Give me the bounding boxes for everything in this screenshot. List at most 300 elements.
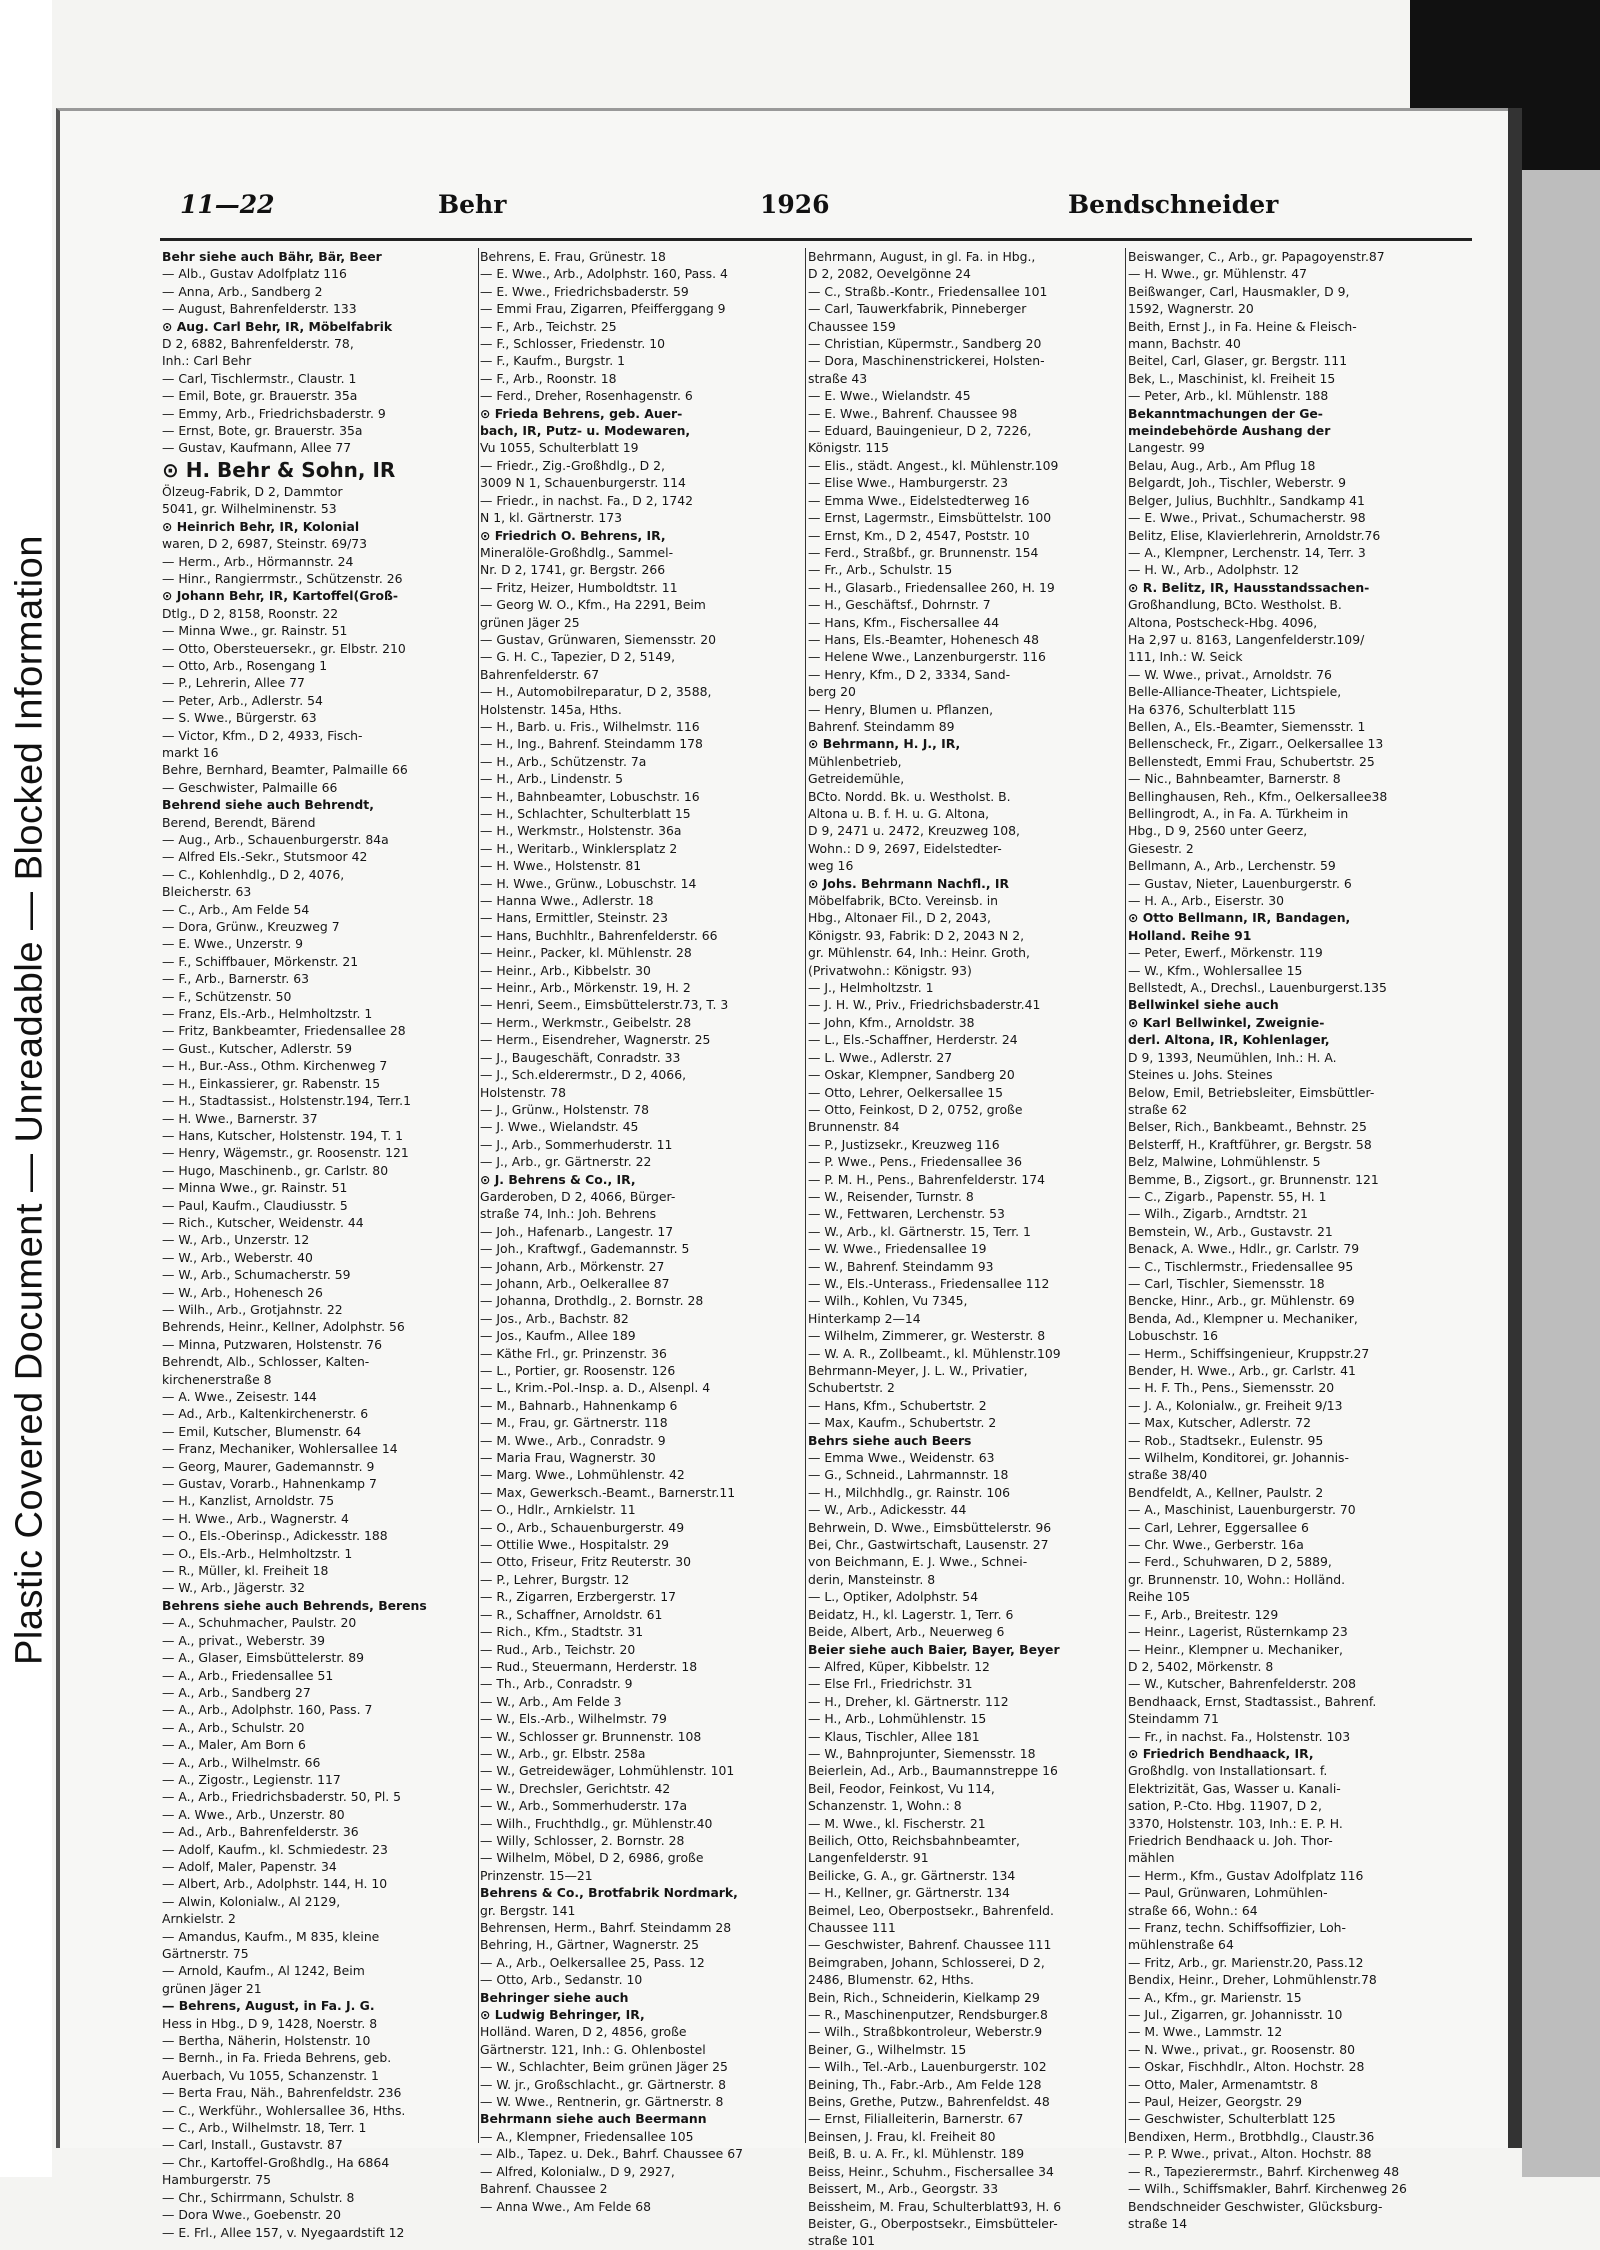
directory-entry: Behring, H., Gärtner, Wagnerstr. 25 [480, 1937, 700, 1953]
directory-entry: — Paul, Heizer, Georgstr. 29 [1128, 2094, 1302, 2110]
directory-entry: — Victor, Kfm., D 2, 4933, Fisch- [162, 727, 363, 743]
directory-entry: — Wilh., Kohlen, Vu 7345, [808, 1293, 968, 1309]
directory-entry: Bemme, B., Zigsort., gr. Brunnenstr. 121 [1128, 1171, 1379, 1187]
directory-entry: — G. H. C., Tapezier, D 2, 5149, [480, 649, 676, 665]
directory-entry: Beiss, Heinr., Schuhm., Fischersallee 34 [808, 2163, 1054, 2179]
directory-entry: Beil, Feodor, Feinkost, Vu 114, [808, 1780, 995, 1796]
directory-entry: Belser, Rich., Bankbeamt., Behnstr. 25 [1128, 1119, 1367, 1135]
directory-entry: — Hans, Kutscher, Holstenstr. 194, T. 1 [162, 1127, 404, 1143]
header-rule [160, 238, 1472, 241]
directory-entry: straße 38/40 [1128, 1467, 1208, 1483]
directory-entry: 111, Inh.: W. Seick [1128, 649, 1243, 665]
directory-entry: — Hans, Kfm., Fischersallee 44 [808, 614, 1000, 630]
directory-entry: — Otto, Obersteuersekr., gr. Elbstr. 210 [162, 640, 406, 656]
directory-entry: — J., Grünw., Holstenstr. 78 [480, 1101, 650, 1117]
directory-entry: Bahrenfelderstr. 67 [480, 666, 600, 682]
directory-entry: — C., Tischlermstr., Friedensallee 95 [1128, 1258, 1354, 1274]
directory-entry: Behrens siehe auch Behrends, Berens [162, 1597, 427, 1613]
directory-entry: — Gust., Kutscher, Adlerstr. 59 [162, 1040, 353, 1056]
directory-entry: Schubertstr. 2 [808, 1380, 895, 1396]
directory-entry: Beith, Ernst J., in Fa. Heine & Fleisch- [1128, 318, 1357, 334]
directory-entry: — Elise Wwe., Hamburgerstr. 23 [808, 475, 1008, 491]
directory-entry: — Herm., Werkmstr., Geibelstr. 28 [480, 1014, 692, 1030]
directory-entry: — Ad., Arb., Kaltenkirchenerstr. 6 [162, 1406, 369, 1422]
directory-entry: Holstenstr. 78 [480, 1084, 567, 1100]
directory-entry: — O., Hdlr., Arnkielstr. 11 [480, 1502, 636, 1518]
directory-entry: — W., Els.-Arb., Wilhelmstr. 79 [480, 1711, 667, 1727]
directory-entry: — Eduard, Bauingenieur, D 2, 7226, [808, 423, 1032, 439]
directory-entry: — A., Arb., Oelkersallee 25, Pass. 12 [480, 1954, 705, 1970]
directory-entry: — H. Wwe., Grünw., Lobuschstr. 14 [480, 875, 697, 891]
directory-entry: — Geschwister, Bahrenf. Chaussee 111 [808, 1937, 1052, 1953]
directory-entry: — Carl, Tauwerkfabrik, Pinneberger [808, 301, 1027, 317]
header-right-keyword: Bendschneider [1068, 190, 1279, 219]
directory-entry: Bei, Chr., Gastwirtschaft, Lausenstr. 27 [808, 1537, 1049, 1553]
directory-entry: ⊙ J. Behrens & Co., IR, [480, 1171, 636, 1187]
directory-entry: — Aug., Arb., Schauenburgerstr. 84a [162, 832, 389, 847]
directory-entry: — Georg, Maurer, Gademannstr. 9 [162, 1458, 375, 1474]
directory-entry: — Johann, Arb., Oelkerallee 87 [480, 1275, 670, 1291]
directory-entry: — Henri, Seem., Eimsbüttelerstr.73, T. 3 [480, 997, 729, 1013]
page-header [120, 190, 1500, 230]
directory-entry: — W., Schlosser gr. Brunnenstr. 108 [480, 1728, 702, 1744]
directory-entry: Hinterkamp 2—14 [808, 1310, 921, 1326]
directory-entry: — Carl, Tischlermstr., Claustr. 1 [162, 370, 357, 386]
directory-entry: Hess in Hbg., D 9, 1428, Noerstr. 8 [162, 2015, 378, 2031]
directory-entry: — Herm., Kfm., Gustav Adolfplatz 116 [1128, 1867, 1364, 1883]
directory-entry: — Emma Wwe., Eidelstedterweg 16 [808, 492, 1030, 508]
directory-entry: ⊙ Johann Behr, IR, Kartoffel(Groß- [162, 588, 399, 604]
directory-entry: — Adolf, Maler, Papenstr. 34 [162, 1858, 337, 1874]
directory-entry: — Otto, Arb., Rosengang 1 [162, 657, 328, 673]
directory-entry: Ha 6376, Schulterblatt 115 [1128, 701, 1296, 717]
scan-right-margin [1522, 0, 1600, 2177]
directory-entry: — M. Wwe., kl. Fischerstr. 21 [808, 1815, 986, 1831]
directory-entry: — L., Optiker, Adolphstr. 54 [808, 1589, 979, 1605]
directory-entry: Friedrich Bendhaack u. Joh. Thor- [1128, 1832, 1333, 1848]
directory-entry: — Anna, Arb., Sandberg 2 [162, 283, 323, 299]
directory-entry: N 1, kl. Gärtnerstr. 173 [480, 510, 622, 526]
directory-entry: Behrensen, Herm., Bahrf. Steindamm 28 [480, 1920, 732, 1935]
directory-entry: Beierlein, Ad., Arb., Baumannstreppe 16 [808, 1763, 1058, 1779]
directory-entry: — Heinr., Klempner u. Mechaniker, [1128, 1641, 1343, 1657]
directory-entry: — Rob., Stadtsekr., Eulenstr. 95 [1128, 1432, 1324, 1448]
directory-entry: Bellen, A., Els.-Beamter, Siemensstr. 1 [1128, 718, 1366, 734]
directory-entry: ⊙ Karl Bellwinkel, Zweignie- [1128, 1014, 1325, 1030]
directory-entry: — Hans, Buchhltr., Bahrenfelderstr. 66 [480, 927, 718, 943]
directory-entry: D 2, 6882, Bahrenfelderstr. 78, [162, 336, 354, 352]
directory-entry: meindebehörde Aushang der [1128, 423, 1331, 439]
directory-entry: — Marg. Wwe., Lohmühlenstr. 42 [480, 1467, 685, 1483]
directory-entry: — W., Fettwaren, Lerchenstr. 53 [808, 1206, 1005, 1222]
directory-entry: — Else Frl., Friedrichstr. 31 [808, 1676, 973, 1692]
directory-entry: — H., Dreher, kl. Gärtnerstr. 112 [808, 1693, 1009, 1709]
directory-entry: Wohn.: D 9, 2697, Eidelstedter- [808, 840, 1002, 856]
directory-entry: — A. Wwe., Arb., Unzerstr. 80 [162, 1806, 345, 1822]
directory-entry: 5041, gr. Wilhelminenstr. 53 [162, 501, 337, 517]
directory-entry: Behre, Bernhard, Beamter, Palmaille 66 [162, 762, 408, 778]
directory-entry: — W. Wwe., Friedensallee 19 [808, 1241, 987, 1257]
directory-entry: — Oskar, Klempner, Sandberg 20 [808, 1067, 1015, 1083]
directory-entry: Beier siehe auch Baier, Bayer, Beyer [808, 1641, 1060, 1657]
directory-entry: — H., Kanzlist, Arnoldstr. 75 [162, 1493, 335, 1509]
directory-entry: Vu 1055, Schulterblatt 19 [480, 440, 639, 456]
directory-entry: — E. Wwe., Unzerstr. 9 [162, 936, 304, 952]
directory-entry: Nr. D 2, 1741, gr. Bergstr. 266 [480, 562, 666, 578]
directory-entry: — Jos., Arb., Bachstr. 82 [480, 1310, 629, 1326]
directory-entry: Bendfeldt, A., Kellner, Paulstr. 2 [1128, 1484, 1324, 1500]
directory-entry: — Gustav, Kaufmann, Allee 77 [162, 440, 352, 456]
directory-entry: Beissert, M., Arb., Georgstr. 33 [808, 2181, 999, 2197]
directory-entry: — Max, Kutscher, Adlerstr. 72 [1128, 1415, 1311, 1431]
directory-entry: — Amandus, Kaufm., M 835, kleine [162, 1928, 380, 1944]
directory-entry: — Alfred, Kolonialw., D 9, 2927, [480, 2163, 675, 2179]
directory-entry: Chaussee 111 [808, 1920, 896, 1935]
directory-entry: — W., Bahrenf. Steindamm 93 [808, 1258, 994, 1274]
directory-entry: gr. Mühlenstr. 64, Inh.: Heinr. Groth, [808, 945, 1030, 961]
directory-entry: D 9, 2471 u. 2472, Kreuzweg 108, [808, 823, 1020, 839]
directory-entry: — Hans, Kfm., Schubertstr. 2 [808, 1397, 987, 1413]
directory-entry: — H., Schlachter, Schulterblatt 15 [480, 806, 691, 821]
directory-entry: — Th., Arb., Conradstr. 9 [480, 1676, 633, 1692]
directory-entry: — Friedr., in nachst. Fa., D 2, 1742 [480, 492, 694, 508]
directory-entry: — Paul, Grünwaren, Lohmühlen- [1128, 1885, 1328, 1901]
directory-entry: — Ferd., Schuhwaren, D 2, 5889, [1128, 1554, 1332, 1570]
directory-entry: — Emmi Frau, Zigarren, Pfeifferggang 9 [480, 301, 726, 317]
directory-entry: Bendixen, Herm., Brotbhdlg., Claustr.36 [1128, 2128, 1375, 2144]
directory-entry: 3370, Holstenstr. 103, Inh.: E. P. H. [1128, 1815, 1343, 1831]
directory-column-3 [808, 248, 1134, 2249]
directory-entry: — Henry, Blumen u. Pflanzen, [808, 701, 994, 717]
directory-entry: — P. Wwe., Pens., Friedensallee 36 [808, 1154, 1022, 1170]
directory-entry: — Albert, Arb., Adolphstr. 144, H. 10 [162, 1876, 388, 1892]
directory-entry: Dtlg., D 2, 8158, Roonstr. 22 [162, 605, 339, 621]
directory-entry: — C., Arb., Am Felde 54 [162, 901, 310, 917]
directory-entry: Beide, Albert, Arb., Neuerweg 6 [808, 1624, 1005, 1640]
directory-entry: — Heinr., Arb., Kibbelstr. 30 [480, 962, 651, 978]
directory-entry: Schanzenstr. 1, Wohn.: 8 [808, 1798, 962, 1814]
directory-entry: — A. Wwe., Zeisestr. 144 [162, 1389, 317, 1404]
directory-entry: 2486, Blumenstr. 62, Hths. [808, 1972, 974, 1988]
directory-entry: Getreidemühle, [808, 771, 905, 787]
directory-entry: — J., Arb., Sommerhuderstr. 11 [480, 1136, 673, 1152]
directory-entry: Großhdlg. von Installationsart. f. [1128, 1763, 1328, 1779]
directory-entry: Möbelfabrik, BCto. Vereinsb. in [808, 893, 999, 909]
directory-entry: derin, Mansteinstr. 8 [808, 1571, 936, 1587]
directory-entry: — Fritz, Bankbeamter, Friedensallee 28 [162, 1023, 406, 1039]
directory-entry: — Jul., Zigarren, gr. Johannisstr. 10 [1128, 2007, 1343, 2023]
directory-entry: ⊙ Heinrich Behr, IR, Kolonial [162, 518, 360, 534]
directory-entry: Behrwein, D. Wwe., Eimsbüttelerstr. 96 [808, 1519, 1052, 1535]
directory-entry: Bendhaack, Ernst, Stadtassist., Bahrenf. [1128, 1693, 1377, 1709]
directory-entry: — W., Schlachter, Beim grünen Jäger 25 [480, 2059, 728, 2075]
directory-column-1 [162, 248, 488, 2240]
directory-entry: — W., Els.-Unterass., Friedensallee 112 [808, 1275, 1050, 1291]
directory-entry: Beilicke, G. A., gr. Gärtnerstr. 134 [808, 1867, 1016, 1883]
directory-entry: mann, Bachstr. 40 [1128, 336, 1241, 352]
directory-entry: — Rud., Steuermann, Herderstr. 18 [480, 1658, 698, 1674]
directory-entry: — Ad., Arb., Bahrenfelderstr. 36 [162, 1824, 359, 1840]
directory-entry: — Max, Kaufm., Schubertstr. 2 [808, 1415, 997, 1431]
header-left-keyword: Behr [438, 190, 507, 219]
directory-entry: — Käthe Frl., gr. Prinzenstr. 36 [480, 1345, 667, 1361]
directory-entry: Hbg., Altonaer Fil., D 2, 2043, [808, 910, 991, 926]
directory-entry: ⊙ Behrmann, H. J., IR, [808, 736, 961, 752]
directory-entry: Behrmann-Meyer, J. L. W., Privatier, [808, 1363, 1028, 1378]
directory-entry: Bellwinkel siehe auch [1128, 997, 1279, 1013]
directory-entry: — Christian, Küpermstr., Sandberg 20 [808, 336, 1042, 352]
directory-entry: — W., Arb., Weberstr. 40 [162, 1249, 313, 1265]
directory-entry: Gärtnerstr. 121, Inh.: G. Ohlenbostel [480, 2041, 706, 2057]
directory-entry: — Herm., Arb., Hörmannstr. 24 [162, 553, 354, 569]
directory-entry: Behrens & Co., Brotfabrik Nordmark, [480, 1885, 738, 1901]
directory-entry: — R., Schaffner, Arnoldstr. 61 [480, 1606, 663, 1622]
directory-entry: Holland. Reihe 91 [1128, 927, 1252, 943]
directory-entry: — F., Schlosser, Friedenstr. 10 [480, 336, 665, 352]
directory-entry: straße 101 [808, 2233, 876, 2249]
directory-entry: — Helene Wwe., Lanzenburgerstr. 116 [808, 649, 1046, 665]
directory-entry: Bellinghausen, Reh., Kfm., Oelkersallee38 [1128, 788, 1388, 804]
directory-entry: Bencke, Hinr., Arb., gr. Mühlenstr. 69 [1128, 1293, 1355, 1309]
directory-entry: — H. Wwe., gr. Mühlenstr. 47 [1128, 266, 1308, 282]
directory-entry: — E. Wwe., Arb., Adolphstr. 160, Pass. 4 [480, 266, 728, 282]
directory-entry: — Wilh., Zigarb., Arndtstr. 21 [1128, 1206, 1308, 1222]
directory-entry: Beitel, Carl, Glaser, gr. Bergstr. 111 [1128, 353, 1348, 369]
directory-entry: — Herm., Eisendreher, Wagnerstr. 25 [480, 1032, 711, 1048]
directory-entry: — Otto, Arb., Sedanstr. 10 [480, 1972, 643, 1988]
directory-entry: — H. W., Arb., Adolphstr. 12 [1128, 562, 1299, 578]
directory-entry: — Max, Gewerksch.-Beamt., Barnerstr.11 [480, 1484, 736, 1500]
directory-entry: Chaussee 159 [808, 318, 896, 334]
directory-entry: Mineralöle-Großhdlg., Sammel- [480, 544, 674, 560]
directory-entry: — Klaus, Tischler, Allee 181 [808, 1728, 980, 1744]
directory-entry: — Chr., Schirrmann, Schulstr. 8 [162, 2189, 355, 2205]
directory-entry: — Emil, Bote, gr. Brauerstr. 35a [162, 388, 358, 404]
directory-entry: — H., Glasarb., Friedensallee 260, H. 19 [808, 579, 1055, 595]
directory-entry: sation, P.-Cto. Hbg. 11907, D 2, [1128, 1798, 1322, 1814]
directory-entry: — Minna, Putzwaren, Holstenstr. 76 [162, 1336, 383, 1352]
directory-entry: — H., Arb., Lohmühlenstr. 15 [808, 1711, 987, 1727]
directory-entry: — R., Zigarren, Erzbergerstr. 17 [480, 1589, 677, 1605]
directory-entry: — M. Wwe., Lammstr. 12 [1128, 2024, 1283, 2040]
directory-entry: — H., Arb., Lindenstr. 5 [480, 771, 624, 787]
directory-entry: mühlenstraße 64 [1128, 1937, 1234, 1953]
directory-entry: — O., Arb., Schauenburgerstr. 49 [480, 1519, 685, 1535]
directory-entry: Altona, Postscheck-Hbg. 4096, [1128, 614, 1318, 630]
directory-entry: — M., Frau, gr. Gärtnerstr. 118 [480, 1415, 668, 1431]
directory-entry: — Minna Wwe., gr. Rainstr. 51 [162, 623, 348, 639]
directory-entry: Behrmann siehe auch Beermann [480, 2111, 707, 2127]
directory-entry: — L., Els.-Schaffner, Herderstr. 24 [808, 1032, 1018, 1048]
directory-entry: gr. Brunnenstr. 10, Wohn.: Holländ. [1128, 1571, 1346, 1587]
directory-entry: — A., Klempner, Friedensallee 105 [480, 2128, 694, 2144]
directory-entry: — Alb., Tapez. u. Dek., Bahrf. Chaussee 67 [480, 2146, 743, 2162]
directory-entry: — G., Schneid., Lahrmannstr. 18 [808, 1467, 1009, 1483]
directory-entry: D 2, 5402, Mörkenstr. 8 [1128, 1658, 1274, 1674]
directory-entry: Behrendt, Alb., Schlosser, Kalten- [162, 1354, 370, 1370]
directory-entry: — Franz, Mechaniker, Wohlersallee 14 [162, 1441, 398, 1457]
directory-entry: — H., Kellner, gr. Gärtnerstr. 134 [808, 1885, 1010, 1901]
directory-entry: — John, Kfm., Arnoldstr. 38 [808, 1014, 975, 1030]
directory-entry: — H. Wwe., Holstenstr. 81 [480, 858, 642, 874]
directory-entry: — P. M. H., Pens., Bahrenfelderstr. 174 [808, 1171, 1046, 1187]
directory-entry: — H. F. Th., Pens., Siemensstr. 20 [1128, 1380, 1335, 1396]
directory-entry: — Hugo, Maschinenb., gr. Carlstr. 80 [162, 1162, 389, 1178]
directory-entry: grünen Jäger 21 [162, 1980, 262, 1996]
directory-entry: — Bernh., in Fa. Frieda Behrens, geb. [162, 2050, 392, 2066]
directory-entry: Altona u. B. f. H. u. G. Altona, [808, 806, 990, 821]
directory-entry: Benack, A. Wwe., Hdlr., gr. Carlstr. 79 [1128, 1241, 1360, 1257]
directory-entry: — Hinr., Rangierrmstr., Schützenstr. 26 [162, 570, 403, 586]
directory-entry: Beidatz, H., kl. Lagerstr. 1, Terr. 6 [808, 1606, 1014, 1622]
directory-entry: — A., Maschinist, Lauenburgerstr. 70 [1128, 1502, 1356, 1518]
directory-entry: Lobuschstr. 16 [1128, 1328, 1219, 1344]
directory-entry: Beimgraben, Johann, Schlosserei, D 2, [808, 1954, 1045, 1970]
directory-entry: Behr siehe auch Bähr, Bär, Beer [162, 249, 382, 264]
directory-entry: — Alb., Gustav Adolfplatz 116 [162, 266, 347, 282]
directory-entry: Bendix, Heinr., Dreher, Lohmühlenstr.78 [1128, 1972, 1377, 1988]
directory-entry: — Otto, Feinkost, D 2, 0752, große [808, 1101, 1023, 1117]
directory-entry: Beißwanger, Carl, Hausmakler, D 9, [1128, 283, 1350, 299]
directory-entry: — Franz, Els.-Arb., Helmholtzstr. 1 [162, 1006, 373, 1022]
directory-entry: Beimel, Leo, Oberpostsekr., Bahrenfeld. [808, 1902, 1054, 1918]
directory-entry: Behrens, E. Frau, Grünestr. 18 [480, 249, 666, 264]
directory-entry: Prinzenstr. 15—21 [480, 1867, 593, 1883]
directory-entry: — W., Arb., Jägerstr. 32 [162, 1580, 305, 1596]
directory-entry: — P. P. Wwe., privat., Alton. Hochstr. 88 [1128, 2146, 1372, 2162]
directory-entry: — H., Automobilreparatur, D 2, 3588, [480, 684, 712, 700]
directory-entry: — Carl, Install., Gustavstr. 87 [162, 2137, 343, 2153]
directory-entry: Bek, L., Maschinist, kl. Freiheit 15 [1128, 370, 1336, 386]
directory-entry: — Otto, Lehrer, Oelkersallee 15 [808, 1084, 1003, 1100]
directory-column-4 [1128, 248, 1454, 2231]
directory-entry: — A., Arb., Schulstr. 20 [162, 1719, 305, 1735]
directory-entry: — Gustav, Nieter, Lauenburgerstr. 6 [1128, 875, 1352, 891]
directory-entry: — E. Frl., Allee 157, v. Nyegaardstift 12 [162, 2224, 405, 2240]
directory-entry: — Maria Frau, Wagnerstr. 30 [480, 1450, 656, 1466]
directory-entry: ⊙ Ludwig Behringer, IR, [480, 2007, 645, 2023]
directory-entry: Belz, Malwine, Lohmühlenstr. 5 [1128, 1154, 1321, 1170]
directory-entry: Bleicherstr. 63 [162, 884, 252, 900]
directory-entry: — Henry, Kfm., D 2, 3334, Sand- [808, 666, 1011, 682]
directory-entry: — O., Els.-Oberinsp., Adickesstr. 188 [162, 1528, 388, 1544]
directory-entry: — C., Arb., Wilhelmstr. 18, Terr. 1 [162, 2120, 367, 2136]
directory-entry: straße 62 [1128, 1101, 1188, 1117]
directory-entry: straße 43 [808, 370, 868, 386]
directory-entry: ⊙ Friedrich O. Behrens, IR, [480, 527, 666, 543]
directory-entry: — W., Kfm., Wohlersallee 15 [1128, 962, 1303, 978]
directory-entry: — Chr., Kartoffel-Großhdlg., Ha 6864 [162, 2154, 390, 2170]
directory-entry: — Paul, Kaufm., Claudiusstr. 5 [162, 1197, 348, 1213]
directory-entry: — A., Schuhmacher, Paulstr. 20 [162, 1615, 357, 1631]
directory-entry: — Wilhelm, Zimmerer, gr. Westerstr. 8 [808, 1328, 1046, 1344]
directory-entry: Belle-Alliance-Theater, Lichtspiele, [1128, 684, 1342, 700]
directory-entry: — Hans, Els.-Beamter, Hohenesch 48 [808, 631, 1040, 647]
side-label: Plastic Covered Document — Unreadable — Blocked Information [8, 535, 51, 1665]
directory-entry: — Joh., Kraftwgf., Gademannstr. 5 [480, 1241, 690, 1257]
directory-entry: derl. Altona, IR, Kohlenlager, [1128, 1032, 1330, 1048]
directory-entry: — Fritz, Arb., gr. Marienstr.20, Pass.12 [1128, 1954, 1364, 1970]
directory-entry: Langestr. 99 [1128, 440, 1205, 456]
directory-entry: — F., Arb., Teichstr. 25 [480, 318, 617, 334]
directory-entry: — Wilh., Tel.-Arb., Lauenburgerstr. 102 [808, 2059, 1047, 2075]
directory-entry: — A., Klempner, Lerchenstr. 14, Terr. 3 [1128, 544, 1366, 560]
directory-entry: — W., Drechsler, Gerichtstr. 42 [480, 1780, 671, 1796]
directory-entry: — Dora Wwe., Goebenstr. 20 [162, 2207, 341, 2223]
directory-entry: bach, IR, Putz- u. Modewaren, [480, 423, 691, 439]
directory-entry: mählen [1128, 1850, 1175, 1866]
directory-entry: Bein, Rich., Schneiderin, Kielkamp 29 [808, 1989, 1040, 2005]
directory-entry: — Ottilie Wwe., Hospitalstr. 29 [480, 1537, 669, 1553]
directory-entry: — Geschwister, Palmaille 66 [162, 779, 338, 795]
directory-entry: Benda, Ad., Klempner u. Mechaniker, [1128, 1310, 1358, 1326]
directory-entry: — P., Justizsekr., Kreuzweg 116 [808, 1136, 1000, 1152]
page-number: 11—22 [180, 190, 275, 219]
directory-entry: Bellenscheck, Fr., Zigarr., Oelkersallee 13 [1128, 736, 1384, 752]
directory-entry: — Gustav, Vorarb., Hahnenkamp 7 [162, 1476, 377, 1492]
directory-entry: — Wilhelm, Möbel, D 2, 6986, große [480, 1850, 704, 1866]
directory-entry: — W., Arb., Unzerstr. 12 [162, 1232, 310, 1248]
directory-entry: — Geschwister, Schulterblatt 125 [1128, 2111, 1336, 2127]
directory-entry: — W., Kutscher, Bahrenfelderstr. 208 [1128, 1676, 1356, 1692]
directory-entry: — Rud., Arb., Teichstr. 20 [480, 1641, 636, 1657]
directory-entry: — R., Müller, kl. Freiheit 18 [162, 1563, 329, 1579]
directory-entry: — Fr., in nachst. Fa., Holstenstr. 103 [1128, 1728, 1351, 1744]
directory-entry: — Ferd., Dreher, Rosenhagenstr. 6 [480, 388, 693, 404]
directory-entry: — H. Wwe., Barnerstr. 37 [162, 1110, 318, 1126]
directory-entry: ⊙ Johs. Behrmann Nachfl., IR [808, 875, 1010, 891]
directory-entry: Gärtnerstr. 75 [162, 1946, 249, 1961]
directory-entry: Beilich, Otto, Reichsbahnbeamter, [808, 1832, 1020, 1848]
directory-entry: Beins, Grethe, Putzw., Bahrenfeldst. 48 [808, 2094, 1050, 2110]
directory-entry: — H., Weritarb., Winklersplatz 2 [480, 840, 678, 856]
directory-entry: 3009 N 1, Schauenburgerstr. 114 [480, 475, 686, 491]
directory-entry: Beiswanger, C., Arb., gr. Papagoyenstr.87 [1128, 249, 1385, 264]
directory-entry: Beining, Th., Fabr.-Arb., Am Felde 128 [808, 2076, 1042, 2092]
directory-entry: — Carl, Lehrer, Eggersallee 6 [1128, 1519, 1309, 1535]
directory-entry: Ha 2,97 u. 8163, Langenfelderstr.109/ [1128, 631, 1365, 647]
directory-entry: — Peter, Arb., kl. Mühlenstr. 188 [1128, 388, 1329, 404]
directory-entry: — A., Zigostr., Legienstr. 117 [162, 1771, 341, 1787]
directory-entry: — P., Lehrer, Burgstr. 12 [480, 1571, 630, 1587]
directory-entry: — Otto, Maler, Armenamtstr. 8 [1128, 2076, 1319, 2092]
directory-entry: — Elis., städt. Angest., kl. Mühlenstr.109 [808, 457, 1059, 473]
directory-entry: — F., Arb., Breitestr. 129 [1128, 1606, 1279, 1622]
directory-entry: von Beichmann, E. J. Wwe., Schnei- [808, 1554, 1028, 1570]
directory-entry: — Rich., Kutscher, Weidenstr. 44 [162, 1214, 364, 1230]
directory-entry: Bellstedt, A., Drechsl., Lauenburgerst.135 [1128, 980, 1387, 996]
directory-entry: Beinsen, J. Frau, kl. Freiheit 80 [808, 2128, 996, 2144]
directory-entry: — Minna Wwe., gr. Rainstr. 51 [162, 1180, 348, 1196]
directory-entry: — H., Bur.-Ass., Othm. Kirchenweg 7 [162, 1058, 388, 1074]
directory-entry: Beiner, G., Wilhelmstr. 15 [808, 2041, 967, 2057]
directory-entry: — H., Arb., Schützenstr. 7a [480, 753, 647, 769]
directory-entry: kirchenerstraße 8 [162, 1371, 272, 1387]
directory-entry: ⊙ Otto Bellmann, IR, Bandagen, [1128, 910, 1351, 926]
directory-entry: grünen Jäger 25 [480, 614, 580, 630]
directory-entry: — H., Ing., Bahrenf. Steindamm 178 [480, 736, 703, 752]
directory-entry: Inh.: Carl Behr [162, 353, 252, 369]
directory-entry: Belitz, Elise, Klavierlehrerin, Arnoldstr.76 [1128, 527, 1381, 543]
directory-entry: — Emma Wwe., Weidenstr. 63 [808, 1450, 995, 1466]
directory-entry: — Oskar, Fischhdlr., Alton. Hochstr. 28 [1128, 2059, 1365, 2075]
directory-entry: — W. jr., Großschlacht., gr. Gärtnerstr. 8 [480, 2076, 726, 2092]
directory-entry: Bellingrodt, A., in Fa. A. Türkheim in [1128, 806, 1349, 821]
directory-entry: Steindamm 71 [1128, 1711, 1219, 1727]
directory-entry: — O., Els.-Arb., Helmholtzstr. 1 [162, 1545, 353, 1561]
directory-entry: Giesestr. 2 [1128, 840, 1194, 856]
directory-entry: Belgardt, Joh., Tischler, Weberstr. 9 [1128, 475, 1346, 491]
